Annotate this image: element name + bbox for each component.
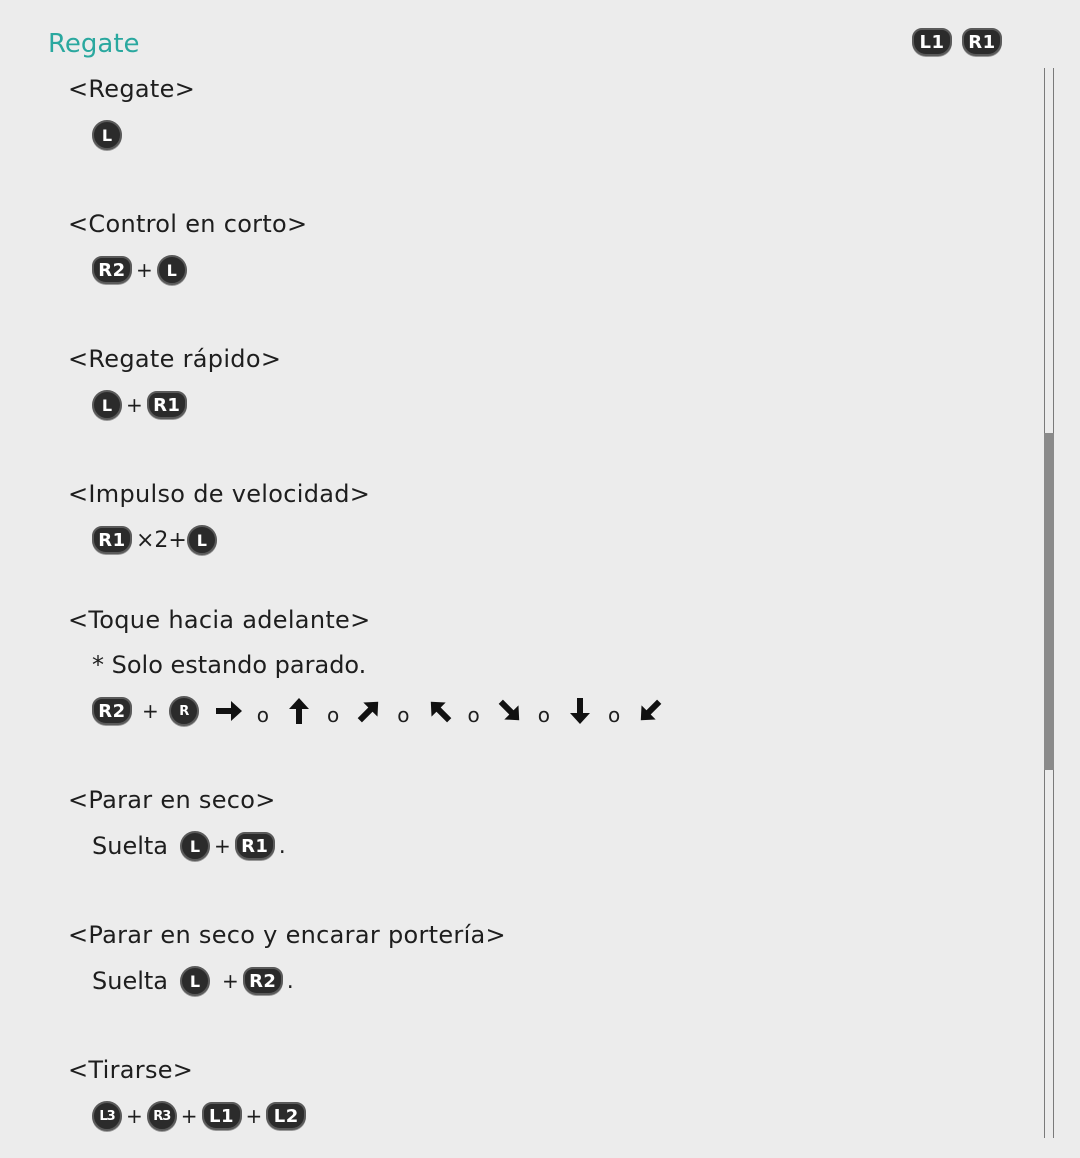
page-title: Regate <box>48 29 140 59</box>
button-combo <box>92 694 666 728</box>
plus-sign: + <box>245 1104 263 1128</box>
separator: o <box>537 703 551 727</box>
arrow-up-right-icon <box>353 695 385 727</box>
section-control-en-corto <box>68 207 1008 282</box>
section-title: <Tirarse> <box>68 1056 194 1084</box>
button-combo <box>92 523 217 557</box>
section-toque-hacia-adelante <box>68 603 1008 727</box>
r1-tab-button[interactable]: R1 <box>962 28 1002 56</box>
arrow-down-left-icon <box>634 695 666 727</box>
button-combo <box>92 118 122 152</box>
section-parar-en-seco <box>68 783 1008 860</box>
period: . <box>286 968 294 994</box>
section-title: <Parar en seco y encarar portería> <box>68 921 506 949</box>
release-label: Suelta <box>92 967 168 995</box>
arrow-down-icon <box>564 695 596 727</box>
l-stick-icon: L <box>92 390 122 420</box>
button-combo <box>92 1099 306 1133</box>
arrow-down-right-icon <box>494 695 526 727</box>
section-impulso-de-velocidad <box>68 477 1008 553</box>
arrow-right-icon <box>213 695 245 727</box>
r1-button-icon: R1 <box>147 391 187 419</box>
separator: o <box>327 703 340 727</box>
l-stick-icon: L <box>180 966 210 996</box>
button-combo <box>92 829 286 863</box>
l-stick-icon: L <box>157 255 187 285</box>
r-stick-icon: R <box>169 696 199 726</box>
separator: o <box>397 703 410 727</box>
section-title: <Toque hacia adelante> <box>68 606 371 634</box>
plus-sign: + <box>222 969 239 993</box>
tab-switch-buttons <box>912 28 1002 56</box>
release-label: Suelta <box>92 832 168 860</box>
section-title: <Control en corto> <box>68 210 308 238</box>
l-stick-icon: L <box>180 831 210 861</box>
scrollbar-thumb[interactable] <box>1044 433 1054 770</box>
section-regate <box>68 72 1008 145</box>
section-title: <Regate rápido> <box>68 345 282 373</box>
section-title: <Parar en seco> <box>68 786 276 814</box>
section-note: * Solo estando parado. <box>92 651 367 679</box>
separator: o <box>608 703 621 727</box>
button-combo <box>92 253 187 287</box>
l1-tab-button[interactable]: L1 <box>912 28 952 56</box>
l1-button-icon: L1 <box>202 1102 242 1130</box>
button-combo <box>92 388 187 422</box>
plus-sign: + <box>136 258 153 282</box>
repeat-modifier: ×2+ <box>136 527 187 553</box>
r1-button-icon: R1 <box>235 832 275 860</box>
l-stick-icon: L <box>92 120 122 150</box>
r2-button-icon: R2 <box>243 967 283 995</box>
r3-stick-icon: R3 <box>147 1101 177 1131</box>
section-title: <Impulso de velocidad> <box>68 480 371 508</box>
section-title: <Regate> <box>68 75 196 103</box>
plus-sign: + <box>214 834 231 858</box>
r1-button-icon: R1 <box>92 526 132 554</box>
plus-sign: + <box>126 393 143 417</box>
r2-button-icon: R2 <box>92 256 132 284</box>
section-tirarse <box>68 1053 1008 1128</box>
plus-sign: + <box>180 1104 198 1128</box>
separator: o <box>467 703 480 727</box>
separator: o <box>256 703 270 727</box>
l3-stick-icon: L3 <box>92 1101 122 1131</box>
arrow-up-left-icon <box>424 695 456 727</box>
plus-sign: + <box>126 1104 143 1128</box>
period: . <box>278 833 286 859</box>
button-combo <box>92 964 294 998</box>
plus-sign: + <box>142 699 159 723</box>
l-stick-icon: L <box>187 525 217 555</box>
l2-button-icon: L2 <box>266 1102 306 1130</box>
scrollbar[interactable] <box>1043 68 1055 1138</box>
r2-button-icon: R2 <box>92 697 132 725</box>
arrow-up-icon <box>283 695 315 727</box>
section-parar-y-encarar <box>68 918 1008 995</box>
section-regate-rapido <box>68 342 1008 417</box>
